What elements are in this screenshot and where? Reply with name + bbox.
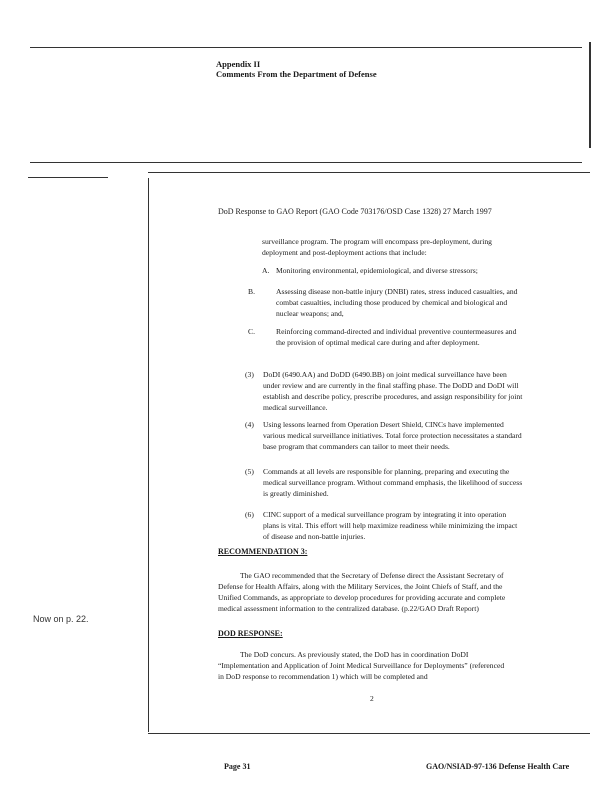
lettered-item-c (248, 326, 524, 348)
response-text: The DoD concurs. As previously stated, the DoD has in coordination DoDI “Implementation and Application of Joint Medical Surveillance for Deployments” (referenced in DoD response to recommendation 1) which will be completed and (218, 650, 505, 681)
response-heading: DOD RESPONSE: (218, 629, 283, 638)
letter-heading: DoD Response to GAO Report (GAO Code 703176/OSD Case 1328) 27 March 1997 (218, 207, 492, 216)
item-text: Monitoring environmental, epidemiological, and diverse stressors; (276, 266, 478, 275)
numbered-item-text: DoDI (6490.AA) and DoDD (6490.BB) on joint medical surveillance have been under review and are currently in the final staffing phase. The DoDD and DoDI will establish and describe policy, prescribe procedures, and assign responsibility for joint medical surveillance. (263, 370, 523, 412)
intro-paragraph: surveillance program. The program will encompass pre-deployment, during deployment and post-deployment actions that include: (262, 237, 492, 257)
appendix-label: Appendix II (216, 59, 261, 69)
numbered-item-label: (6) (245, 510, 254, 519)
left-margin-rule (28, 177, 108, 178)
item-label: B. (248, 287, 255, 296)
lettered-item-b (248, 286, 524, 319)
numbered-item-text: Commands at all levels are responsible for planning, preparing and executing the medical surveillance program. Without command emphasis, the likelihood of success is greatly diminished. (263, 467, 523, 498)
footer-page: Page 31 (224, 762, 251, 771)
item-label: A. (262, 266, 270, 275)
right-edge-rule (589, 42, 591, 148)
footer-report: GAO/NSIAD-97-136 Defense Health Care (426, 762, 570, 771)
footer-rule (148, 733, 590, 734)
lettered-item-a (262, 265, 524, 276)
recommendation-text: The GAO recommended that the Secretary of Defense direct the Assistant Secretary of Defense for Health Affairs, along with the Military Services, the Joint Chiefs of Staff, and the Unified Commands, as appropriate to develop procedures for providing accurate and complete medical assessment information to the centralized database. (p.22/GAO Draft Report) (218, 571, 506, 613)
numbered-item-text: CINC support of a medical surveillance program by integrating it into operation plans is vital. This effort will help maximize readiness while minimizing the impact of disease and non-battle injuries. (263, 510, 518, 541)
letter-page-number: 2 (370, 694, 374, 703)
item-label: C. (248, 327, 255, 336)
numbered-item-label: (5) (245, 467, 254, 476)
numbered-item-label: (3) (245, 370, 254, 379)
recommendation-heading: RECOMMENDATION 3: (218, 547, 308, 556)
numbered-item-text: Using lessons learned from Operation Desert Shield, CINCs have implemented various medical surveillance initiatives. Total force protection necessitates a standard base program that commanders can tailor to meet their needs. (263, 420, 522, 451)
margin-note: Now on p. 22. (33, 614, 89, 624)
header-rule-mid (30, 162, 582, 163)
header-rule-mid-2 (148, 172, 590, 173)
header-rule-top (30, 47, 582, 48)
numbered-item-label: (4) (245, 420, 254, 429)
item-text: Reinforcing command-directed and individual preventive countermeasures and the provision of optimal medical care during and after deployment. (276, 327, 517, 347)
item-text: Assessing disease non-battle injury (DNBI) rates, stress induced casualties, and combat casualties, including those produced by chemical and biological and nuclear weapons; and, (276, 287, 518, 318)
appendix-title: Comments From the Department of Defense (216, 69, 377, 79)
